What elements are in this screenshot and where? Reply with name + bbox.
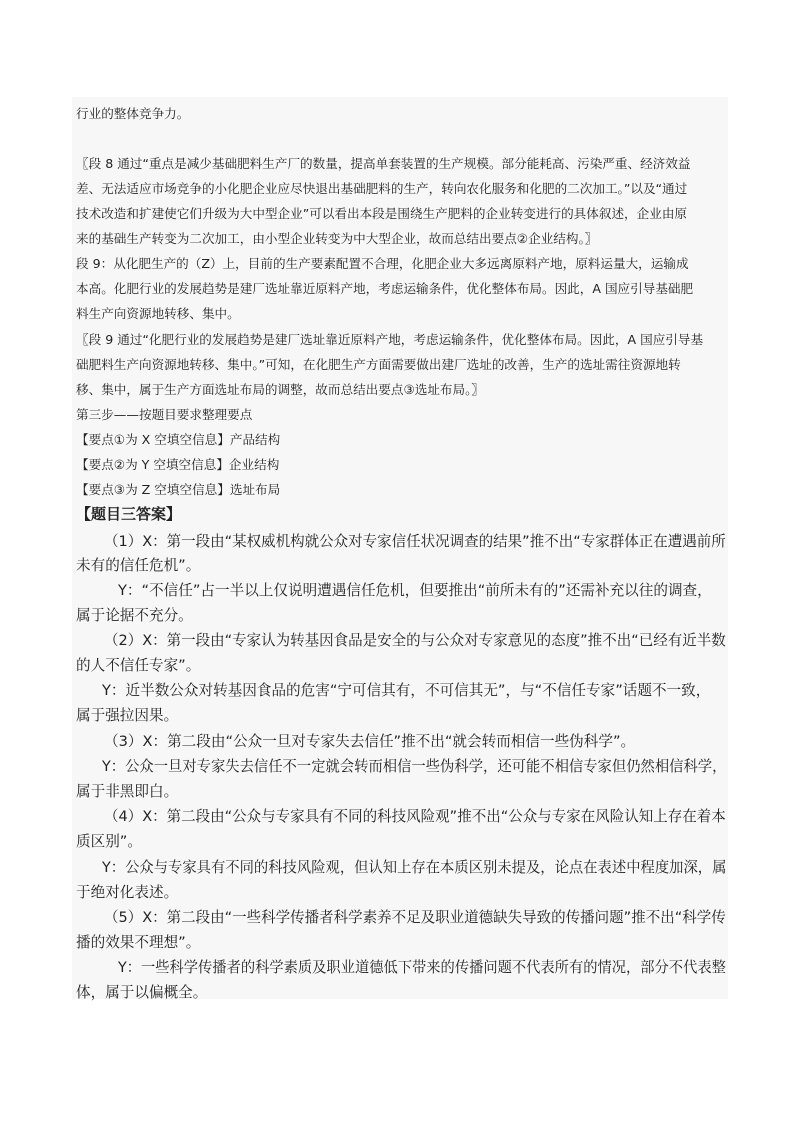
text-line: 〖段 9 通过“化肥行业的发展趋势是建厂选址靠近原料产地，考虑运输条件，优化整体布局。因此，A 国应引导基 bbox=[76, 332, 704, 347]
answer-line: 属于非黑即白。 bbox=[76, 783, 179, 800]
answer-line: 属于论据不充分。 bbox=[76, 607, 193, 624]
answer-line: （4）X：第二段由“公众与专家具有不同的科技风险观”推不出“公众与专家在风险认知上存在着本 bbox=[104, 808, 726, 825]
answer-line: 未有的信任危机”。 bbox=[76, 557, 201, 574]
answer-line: Y：公众与专家具有不同的科技风险观，但认知上存在本质区别未提及，论点在表述中程度加深，属 bbox=[102, 859, 727, 876]
answer-line: 质区别”。 bbox=[76, 833, 142, 850]
step-heading: 第三步——按题目要求整理要点 bbox=[76, 407, 253, 422]
answer-line: 播的效果不理想”。 bbox=[76, 934, 201, 951]
answer-line: Y：公众一旦对专家失去信任不一定就会转而相信一些伪科学，还可能不相信专家但仍然相信科学， bbox=[102, 758, 727, 775]
answer-line: （2）X：第一段由“专家认为转基因食品是安全的与公众对专家意见的态度”推不出“已经有近半数 bbox=[104, 632, 726, 649]
text-line: 行业的整体竞争力。 bbox=[76, 106, 190, 121]
answer-line: （3）X：第二段由“公众一旦对专家失去信任”推不出“就会转而相信一些伪科学”。 bbox=[104, 733, 636, 750]
answer-line: 于绝对化表述。 bbox=[76, 884, 179, 901]
text-line: 段 9：从化肥生产的（Z）上，目前的生产要素配置不合理，化肥企业大多远离原料产地，原料运量大，运输成 bbox=[76, 256, 689, 271]
text-line: 〖段 8 通过“重点是减少基础肥料生产厂的数量，提高单套装置的生产规模。部分能耗高、污染严重、经济效益 bbox=[76, 156, 691, 171]
answer-line: 的人不信任专家”。 bbox=[76, 657, 201, 674]
answer-line: （5）X：第二段由“一些科学传播者科学素养不足及职业道德缺失导致的传播问题”推不出“科学传 bbox=[104, 909, 726, 926]
answer-line: Y：“不信任”占一半以上仅说明遭遇信任危机，但要推出“前所未有的”还需补充以往的调查， bbox=[118, 582, 712, 599]
answer-line: 属于强拉因果。 bbox=[76, 707, 179, 724]
section-heading: 【题目三答案】 bbox=[76, 505, 182, 523]
text-line: 料生产向资源地转移、集中。 bbox=[76, 306, 240, 321]
answer-line: Y：一些科学传播者的科学素质及职业道德低下带来的传播问题不代表所有的情况，部分不代表整 bbox=[118, 959, 726, 976]
key-point: 【要点③为 Z 空填空信息】选址布局 bbox=[76, 482, 281, 497]
text-line: 技术改造和扩建使它们升级为大中型企业”可以看出本段是围绕生产肥料的企业转变进行的具体叙述，企业由原 bbox=[76, 206, 688, 221]
answer-line: 体，属于以偏概全。 bbox=[76, 984, 208, 1001]
key-point: 【要点②为 Y 空填空信息】企业结构 bbox=[76, 457, 280, 472]
text-line: 来的基础生产转变为二次加工，由小型企业转变为中大型企业，故而总结出要点②企业结构。〗 bbox=[76, 231, 598, 246]
text-line: 移、集中，属于生产方面选址布局的调整，故而总结出要点③选址布局。〗 bbox=[76, 382, 484, 397]
text-line: 本高。化肥行业的发展趋势是建厂选址靠近原料产地，考虑运输条件，优化整体布局。因此，A 国应引导基础肥 bbox=[76, 281, 694, 296]
text-line: 差、无法适应市场竞争的小化肥企业应尽快退出基础肥料的生产，转向农化服务和化肥的二次加工。”以及“通过 bbox=[76, 181, 688, 196]
key-point: 【要点①为 X 空填空信息】产品结构 bbox=[76, 432, 281, 447]
text-line: 础肥料生产向资源地转移、集中。”可知，在化肥生产方面需要做出建厂选址的改善，生产的选址需往资源地转 bbox=[76, 357, 681, 372]
answer-line: Y：近半数公众对转基因食品的危害“宁可信其有，不可信其无”，与“不信任专家”话题不一致， bbox=[102, 682, 711, 699]
answer-line: （1）X：第一段由“某权威机构就公众对专家信任状况调查的结果”推不出“专家群体正在遭遇前所 bbox=[104, 533, 726, 550]
